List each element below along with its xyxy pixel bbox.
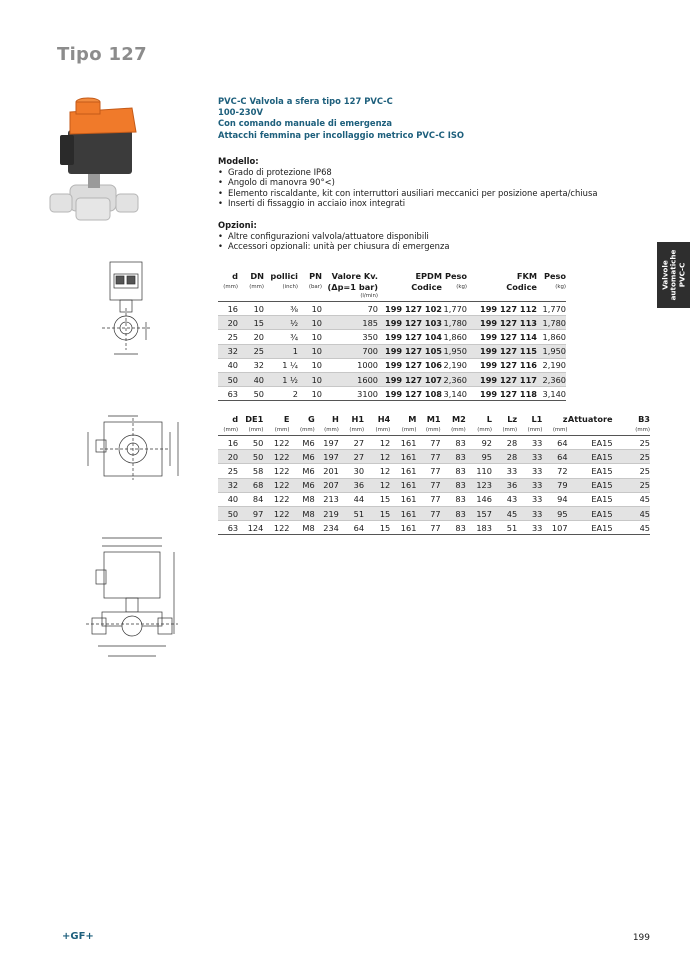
table-cell: 161: [390, 436, 416, 450]
table-row: [218, 492, 650, 506]
table-cell: 33: [517, 464, 542, 478]
table-cell: 33: [517, 436, 542, 450]
table-cell: 161: [390, 506, 416, 520]
column-header: DN: [250, 271, 264, 281]
table-cell: EA15: [568, 464, 613, 478]
unit-label: (mm): [223, 284, 238, 290]
table-cell: 185: [322, 316, 378, 330]
table-cell: EA15: [568, 492, 613, 506]
table-row: [218, 521, 650, 535]
table-cell: 94: [542, 492, 567, 506]
table-cell: 213: [315, 492, 339, 506]
table-cell: 30: [339, 464, 364, 478]
column-header: E: [283, 414, 290, 424]
column-header: FKM: [516, 271, 537, 281]
table-row: [218, 330, 566, 344]
table-cell: 10: [298, 316, 322, 330]
table-cell: 3,140: [537, 387, 566, 401]
table-cell: 12: [364, 464, 390, 478]
table-cell: 12: [364, 436, 390, 450]
table-cell: ¾: [264, 330, 298, 344]
table-cell: EA15: [568, 450, 613, 464]
product-photo: [40, 90, 145, 230]
table-cell: 15: [364, 521, 390, 535]
table-cell: M8: [290, 492, 315, 506]
table-cell: 1,950: [442, 344, 467, 358]
valve-side-drawing: [92, 258, 164, 366]
table-cell: 25: [613, 450, 650, 464]
table-cell: 1 ½: [264, 372, 298, 386]
table-cell: 36: [339, 478, 364, 492]
table-cell: 15: [364, 506, 390, 520]
table-cell: 2: [264, 387, 298, 401]
list-item: • Accessori opzionali: unità per chiusura di emergenza: [218, 241, 658, 252]
dimensions-table: [218, 414, 650, 535]
column-header: pollici: [270, 271, 298, 281]
column-header: d: [232, 414, 239, 424]
table-cell: 45: [492, 506, 517, 520]
table-cell: 51: [492, 521, 517, 535]
table-cell: 161: [390, 450, 416, 464]
table-cell: 45: [613, 506, 650, 520]
unit-label: (mm): [502, 427, 518, 433]
heading-line: 100-230V: [218, 107, 263, 118]
column-header: B3: [638, 414, 650, 424]
table-cell: 64: [542, 450, 567, 464]
table-cell: 79: [542, 478, 567, 492]
unit-label: (mm): [635, 427, 650, 433]
heading-line: Attacchi femmina per incollaggio metrico PVC-C ISO: [218, 129, 464, 140]
table-cell: 77: [416, 492, 440, 506]
table-cell: 25: [218, 464, 238, 478]
column-header: Lz: [507, 414, 518, 424]
table-cell: 64: [542, 436, 567, 450]
table-cell: 50: [238, 387, 264, 401]
table-row: [218, 506, 650, 520]
table-cell: 12: [364, 450, 390, 464]
column-header: H4: [377, 414, 391, 424]
table-row: [218, 436, 650, 450]
table-body: [218, 436, 650, 535]
table-cell: 33: [517, 478, 542, 492]
table-cell: 146: [466, 492, 492, 506]
table-cell: M6: [290, 436, 315, 450]
unit-label: (mm): [477, 427, 492, 433]
table-cell: 3100: [322, 387, 378, 401]
unit-label: (mm): [248, 427, 264, 433]
column-header: G: [307, 414, 315, 424]
table-cell: 45: [613, 521, 650, 535]
table-cell: 20: [218, 450, 238, 464]
table-cell: 33: [517, 521, 542, 535]
table-cell: 199 127 114: [467, 330, 537, 344]
table-cell: 83: [441, 436, 466, 450]
unit-label: (mm): [451, 427, 466, 433]
column-header: Peso: [543, 271, 566, 281]
unit-label: (mm): [249, 284, 264, 290]
table-cell: 1,780: [537, 316, 566, 330]
column-header: Codice: [411, 282, 442, 292]
table-cell: 1,770: [537, 302, 566, 316]
column-header: H1: [351, 414, 365, 424]
table-cell: 36: [492, 478, 517, 492]
table-row: [218, 387, 566, 401]
table-cell: 10: [298, 344, 322, 358]
table-cell: 63: [218, 387, 238, 401]
table-cell: 64: [339, 521, 364, 535]
table-cell: 92: [466, 436, 492, 450]
table-row: [218, 450, 650, 464]
table-cell: 110: [466, 464, 492, 478]
heading-line: Con comando manuale di emergenza: [218, 118, 393, 129]
table-cell: 51: [339, 506, 364, 520]
gf-logo: +GF+: [62, 931, 94, 942]
table-units-row: [218, 282, 566, 292]
unit-label: (inch): [282, 284, 298, 290]
table-cell: 207: [315, 478, 339, 492]
actuator-image: [60, 98, 136, 174]
table-cell: 25: [613, 436, 650, 450]
table-units-row: [218, 292, 566, 302]
table-cell: 25: [218, 330, 238, 344]
table-cell: 1,860: [442, 330, 467, 344]
table-cell: 199 127 112: [467, 302, 537, 316]
table-cell: 1,770: [442, 302, 467, 316]
table-cell: 32: [218, 344, 238, 358]
side-tab-line: automatiche: [668, 249, 678, 301]
unit-label: (mm): [401, 427, 417, 433]
column-header: z: [562, 414, 568, 424]
unit-label: (mm): [349, 427, 365, 433]
table-header-row: [218, 271, 566, 282]
table-cell: M6: [290, 450, 315, 464]
table-cell: 1: [264, 344, 298, 358]
table-cell: 28: [492, 450, 517, 464]
table-cell: 50: [238, 436, 263, 450]
valve-top-drawing: [78, 412, 188, 484]
table-cell: 16: [218, 302, 238, 316]
table-cell: 28: [492, 436, 517, 450]
page-title: Tipo 127: [57, 44, 147, 65]
opzioni-label: Opzioni:: [218, 220, 257, 230]
unit-label: [568, 425, 613, 436]
column-header: (Δp=1 bar): [327, 282, 378, 292]
table-cell: 20: [218, 316, 238, 330]
table-cell: 27: [339, 436, 364, 450]
table-cell: EA15: [568, 521, 613, 535]
table-cell: M6: [290, 478, 315, 492]
table-cell: 1 ¼: [264, 358, 298, 372]
table-cell: 95: [542, 506, 567, 520]
table-cell: 122: [263, 478, 289, 492]
table-cell: 122: [263, 450, 289, 464]
table-cell: 199 127 102: [378, 302, 442, 316]
table-cell: 77: [416, 436, 440, 450]
unit-label: (mm): [375, 427, 391, 433]
table-cell: EA15: [568, 478, 613, 492]
table-cell: M6: [290, 464, 315, 478]
table-cell: 15: [238, 316, 264, 330]
table-cell: 199 127 118: [467, 387, 537, 401]
table-cell: 68: [238, 478, 263, 492]
table-cell: 58: [238, 464, 263, 478]
valve-body-image: [50, 172, 138, 220]
table-cell: 161: [390, 464, 416, 478]
column-header: EPDM: [415, 271, 442, 281]
list-item: • Angolo di manovra 90°<): [218, 177, 658, 188]
table-cell: 700: [322, 344, 378, 358]
table-row: [218, 372, 566, 386]
valve-front-drawing: [78, 534, 188, 664]
table-cell: 161: [390, 492, 416, 506]
column-header: Peso: [444, 271, 467, 281]
column-header: L: [486, 414, 492, 424]
table-cell: 2,190: [537, 358, 566, 372]
column-header: H: [332, 414, 339, 424]
table-cell: 199 127 104: [378, 330, 442, 344]
table-cell: 1600: [322, 372, 378, 386]
table-row: [218, 316, 566, 330]
column-header: M2: [451, 414, 466, 424]
table-cell: 12: [364, 478, 390, 492]
table-cell: 40: [238, 372, 264, 386]
table-cell: 1000: [322, 358, 378, 372]
table-cell: 43: [492, 492, 517, 506]
table-cell: 197: [315, 450, 339, 464]
table-cell: 33: [517, 492, 542, 506]
table-cell: 234: [315, 521, 339, 535]
list-item: • Elemento riscaldante, kit con interruttori ausiliari meccanici per posizione aperta/chiusa: [218, 188, 658, 199]
table-cell: 1,950: [537, 344, 566, 358]
table-cell: 20: [238, 330, 264, 344]
unit-label: (mm): [324, 427, 339, 433]
table-cell: 107: [542, 521, 567, 535]
table-cell: 25: [613, 464, 650, 478]
table-cell: 161: [390, 478, 416, 492]
table-body: [218, 302, 566, 401]
table-cell: 25: [238, 344, 264, 358]
table-cell: 2,190: [442, 358, 467, 372]
unit-label: (mm): [223, 427, 239, 433]
table-row: [218, 464, 650, 478]
column-header: Codice: [506, 282, 537, 292]
column-header: Valore Kv.: [331, 271, 378, 281]
codes-table: [218, 271, 566, 401]
table-cell: 32: [238, 358, 264, 372]
table-cell: 219: [315, 506, 339, 520]
modello-label: Modello:: [218, 156, 259, 166]
table-cell: 50: [238, 450, 263, 464]
column-header: PN: [309, 271, 322, 281]
table-cell: 10: [298, 387, 322, 401]
table-cell: 2,360: [537, 372, 566, 386]
table-cell: 83: [441, 450, 466, 464]
table-cell: 350: [322, 330, 378, 344]
column-header: Attuatore: [567, 414, 613, 424]
side-tab: [657, 242, 690, 308]
opzioni-section: [218, 220, 658, 252]
table-cell: 33: [492, 464, 517, 478]
column-header: d: [232, 271, 238, 281]
table-row: [218, 358, 566, 372]
unit-label: (l/min): [360, 293, 378, 299]
page-number: 199: [632, 933, 650, 943]
table-cell: EA15: [568, 506, 613, 520]
unit-label: (mm): [274, 427, 290, 433]
column-header: DE1: [245, 414, 264, 424]
table-cell: 124: [238, 521, 263, 535]
table-cell: 122: [263, 521, 289, 535]
unit-label: (kg): [456, 284, 467, 290]
table-cell: 10: [298, 358, 322, 372]
table-cell: 10: [298, 330, 322, 344]
unit-label: (mm): [299, 427, 315, 433]
table-cell: 157: [466, 506, 492, 520]
table-cell: 199 127 106: [378, 358, 442, 372]
column-header: M: [408, 414, 417, 424]
table-cell: 83: [441, 464, 466, 478]
table-cell: 83: [441, 521, 466, 535]
table-cell: 25: [613, 478, 650, 492]
column-header: M1: [426, 414, 441, 424]
table-cell: 197: [315, 436, 339, 450]
table-cell: 77: [416, 521, 440, 535]
table-cell: 77: [416, 450, 440, 464]
table-cell: 122: [263, 506, 289, 520]
table-header-row: [218, 414, 650, 425]
table-cell: 70: [322, 302, 378, 316]
heading-line: PVC-C Valvola a sfera tipo 127 PVC-C: [218, 96, 393, 106]
unit-label: (mm): [527, 427, 543, 433]
table-cell: 199 127 113: [467, 316, 537, 330]
table-cell: 199 127 107: [378, 372, 442, 386]
table-cell: 77: [416, 464, 440, 478]
list-item: • Altre configurazioni valvola/attuatore disponibili: [218, 231, 658, 242]
list-item: • Grado di protezione IP68: [218, 167, 658, 178]
table-cell: 199 127 116: [467, 358, 537, 372]
table-cell: 1,780: [442, 316, 467, 330]
table-cell: 50: [218, 372, 238, 386]
table-cell: 40: [218, 492, 238, 506]
column-header: L1: [531, 414, 543, 424]
table-row: [218, 478, 650, 492]
table-units-row: [218, 425, 650, 436]
table-cell: 40: [218, 358, 238, 372]
unit-label: (kg): [555, 284, 566, 290]
table-cell: 33: [517, 506, 542, 520]
table-cell: 83: [441, 492, 466, 506]
list-item: • Inserti di fissaggio in acciaio inox integrati: [218, 198, 658, 209]
table-cell: 10: [298, 372, 322, 386]
table-cell: 199 127 105: [378, 344, 442, 358]
table-cell: 45: [613, 492, 650, 506]
table-cell: 2,360: [442, 372, 467, 386]
table-cell: 199 127 108: [378, 387, 442, 401]
table-cell: 95: [466, 450, 492, 464]
table-cell: 44: [339, 492, 364, 506]
table-cell: M8: [290, 506, 315, 520]
table-row: [218, 302, 566, 316]
unit-label: (mm): [425, 427, 441, 433]
table-cell: EA15: [568, 436, 613, 450]
table-cell: M8: [290, 521, 315, 535]
table-cell: 72: [542, 464, 567, 478]
table-cell: 161: [390, 521, 416, 535]
unit-label: (mm): [552, 427, 568, 433]
table-cell: 77: [416, 478, 440, 492]
side-tab-line: Valvole: [659, 260, 669, 290]
table-cell: 122: [263, 436, 289, 450]
table-cell: 27: [339, 450, 364, 464]
table-cell: 16: [218, 436, 238, 450]
table-cell: 10: [298, 302, 322, 316]
table-cell: 122: [263, 464, 289, 478]
table-cell: 122: [263, 492, 289, 506]
table-cell: ½: [264, 316, 298, 330]
table-cell: 123: [466, 478, 492, 492]
table-cell: 199 127 103: [378, 316, 442, 330]
table-cell: 50: [218, 506, 238, 520]
table-cell: 77: [416, 506, 440, 520]
table-cell: ⅜: [264, 302, 298, 316]
table-cell: 10: [238, 302, 264, 316]
modello-section: [218, 156, 658, 209]
table-cell: 201: [315, 464, 339, 478]
product-heading: [218, 96, 638, 141]
table-cell: 97: [238, 506, 263, 520]
table-cell: 83: [441, 506, 466, 520]
table-cell: 83: [441, 478, 466, 492]
table-cell: 183: [466, 521, 492, 535]
table-cell: 32: [218, 478, 238, 492]
table-cell: 84: [238, 492, 263, 506]
side-tab-line: PVC-C: [676, 262, 686, 288]
table-cell: 15: [364, 492, 390, 506]
table-cell: 63: [218, 521, 238, 535]
table-cell: 3,140: [442, 387, 467, 401]
table-cell: 199 127 115: [467, 344, 537, 358]
table-row: [218, 344, 566, 358]
unit-label: (bar): [308, 284, 322, 290]
table-cell: 33: [517, 450, 542, 464]
table-cell: 1,860: [537, 330, 566, 344]
table-cell: 199 127 117: [467, 372, 537, 386]
